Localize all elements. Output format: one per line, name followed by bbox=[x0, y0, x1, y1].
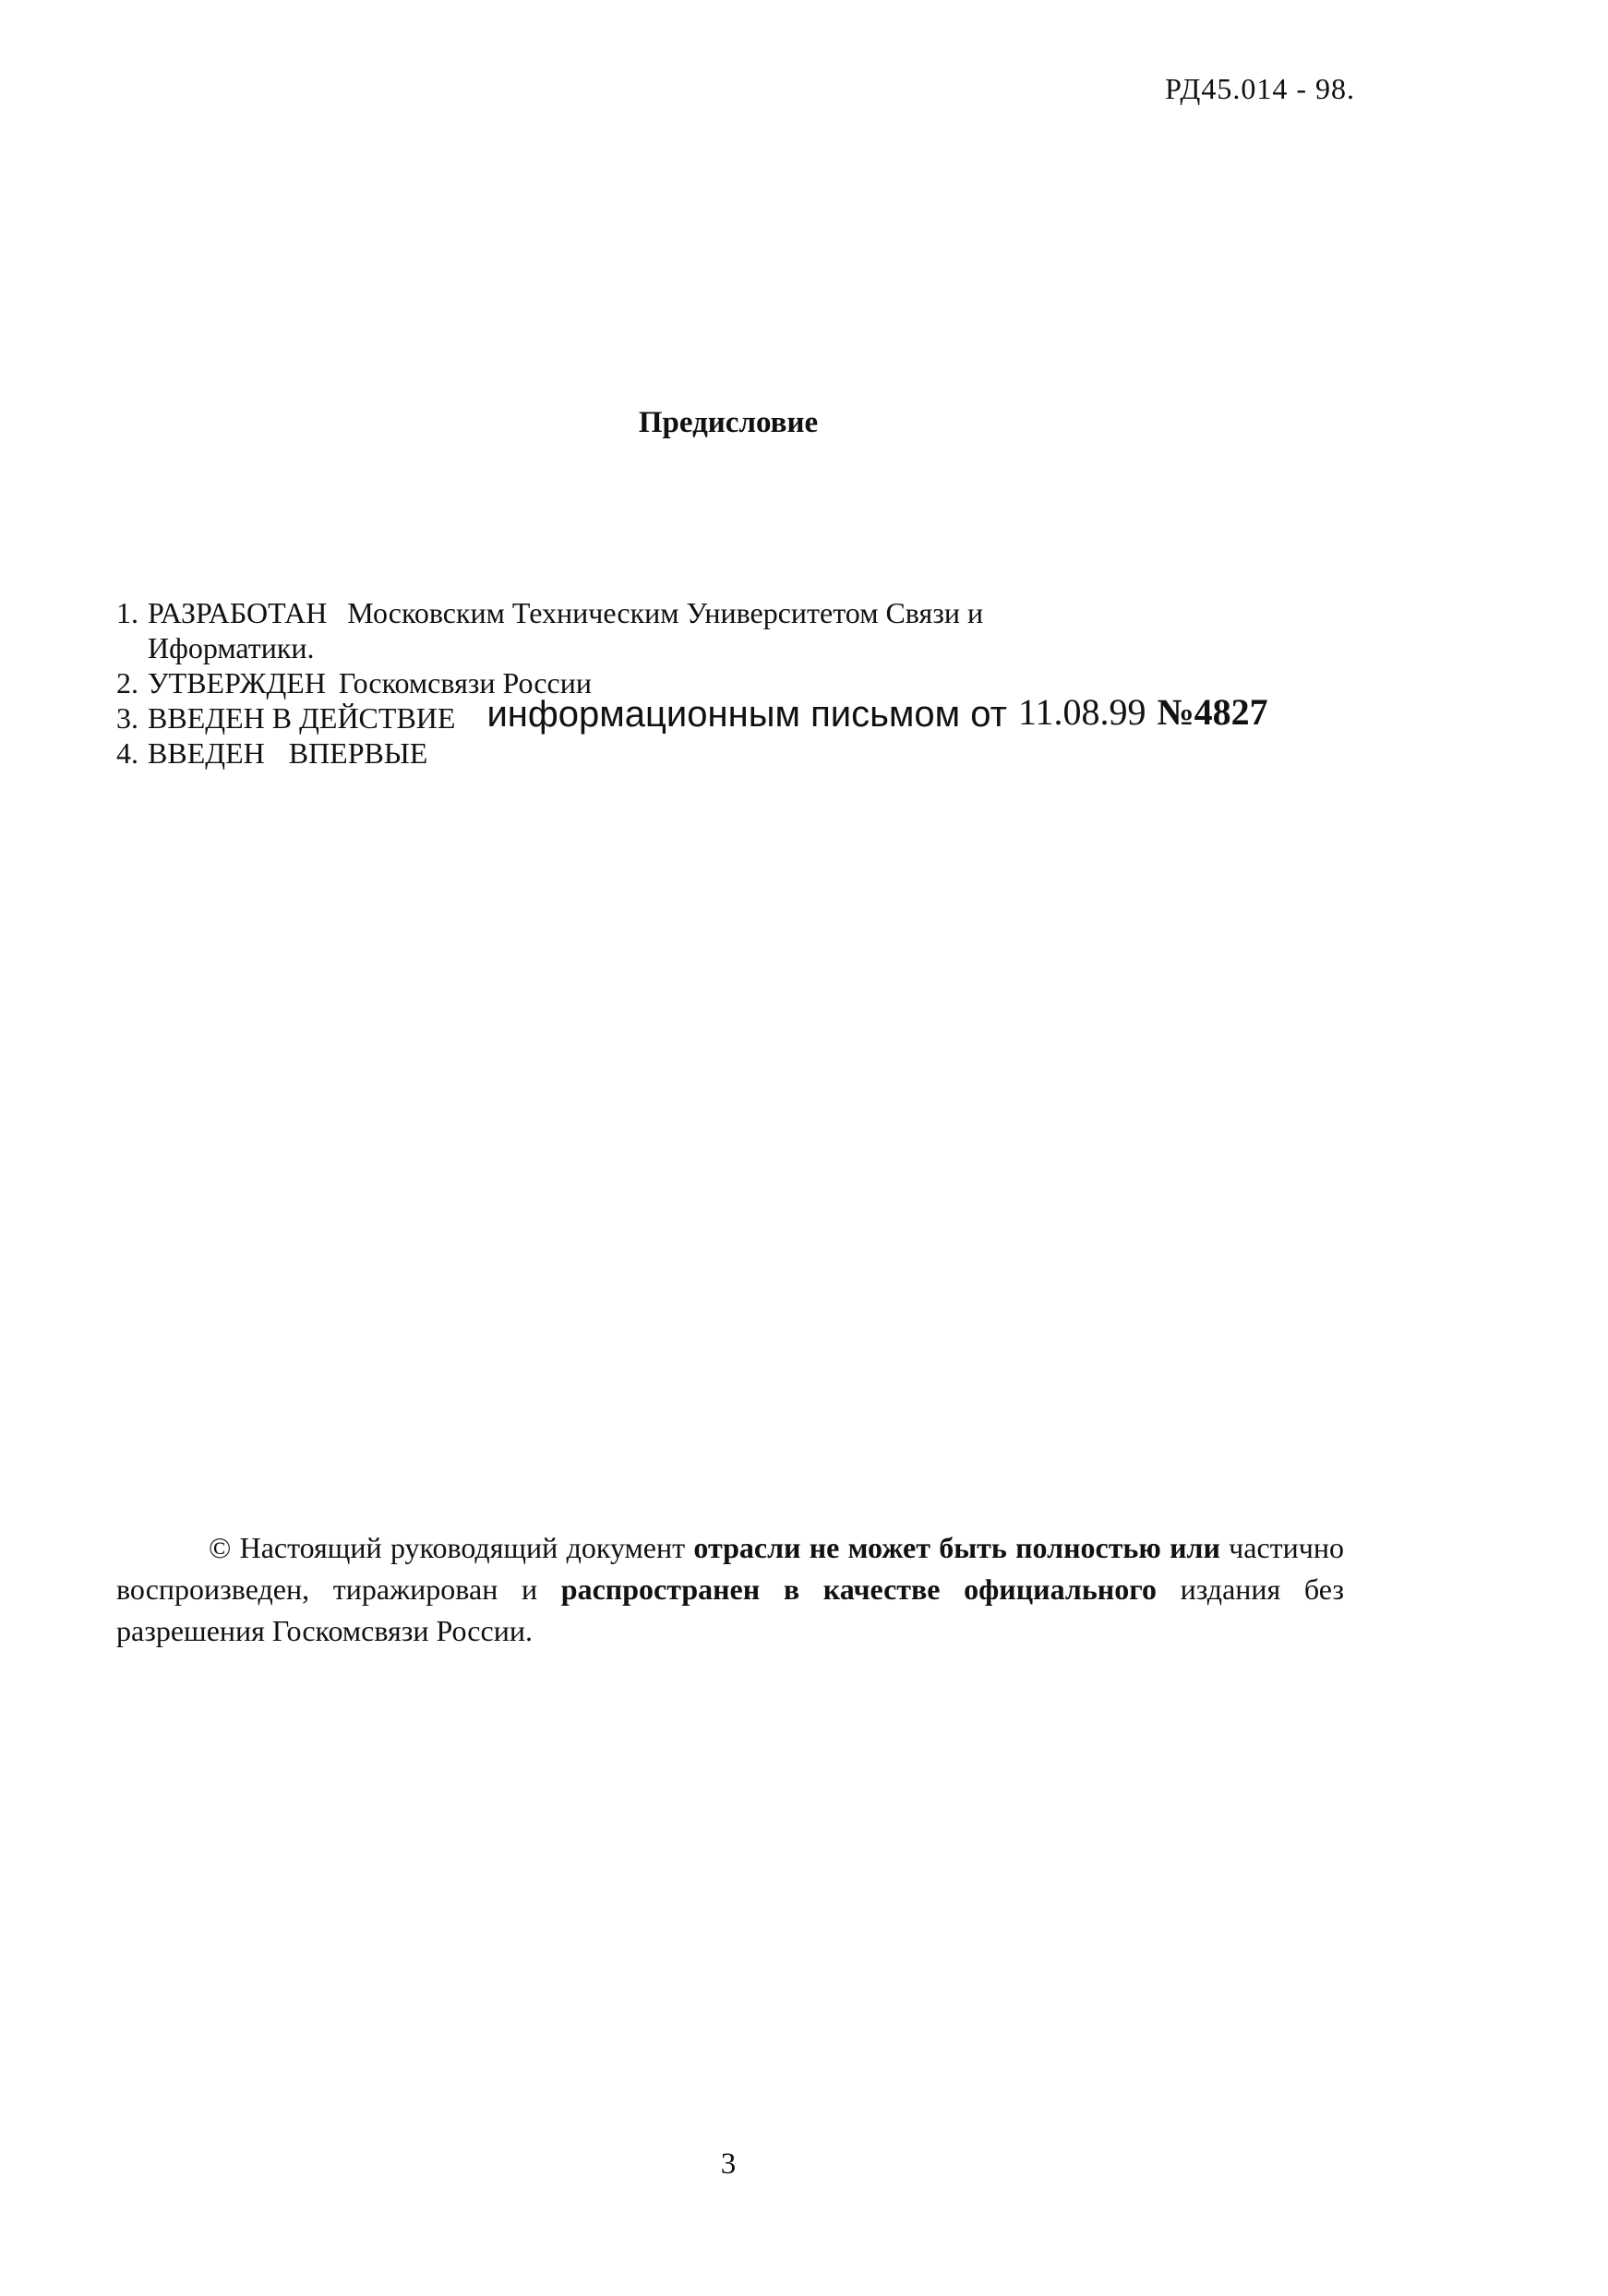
notice-text-1: © Настоящий руководящий документ bbox=[209, 1531, 694, 1564]
item-label: ВВЕДЕН В ДЕЙСТВИЕ bbox=[148, 701, 456, 735]
list-item-1-continuation bbox=[116, 630, 1316, 665]
item-label: ВВЕДЕН bbox=[148, 736, 265, 770]
item-text: информационным письмом от bbox=[486, 694, 1007, 735]
item-text: ВПЕРВЫЕ bbox=[288, 736, 428, 770]
list-item-4 bbox=[116, 735, 1316, 771]
item-text: Московским Техническим Университетом Связи и bbox=[347, 596, 984, 629]
list-item-1 bbox=[116, 595, 1316, 630]
document-code: РД45.014 - 98. bbox=[1165, 72, 1355, 105]
item-number: 4. bbox=[116, 736, 138, 770]
item-label: УТВЕРЖДЕН bbox=[148, 666, 326, 700]
notice-text-2: частично воспроизведен, тиражирован и bbox=[116, 1531, 1345, 1606]
copyright-notice bbox=[116, 1527, 1344, 1652]
item-label: РАЗРАБОТАН bbox=[148, 596, 328, 629]
item-text-continuation: Иформатики. bbox=[148, 631, 315, 664]
item-number: 1. bbox=[116, 596, 138, 629]
preface-list bbox=[116, 595, 1316, 771]
list-item-3 bbox=[116, 691, 1316, 735]
page-number: 3 bbox=[720, 2147, 737, 2181]
letter-date: 11.08.99 bbox=[1017, 691, 1146, 733]
notice-bold-1: отрасли не может быть полностью или bbox=[693, 1531, 1220, 1564]
notice-text-3: издания без разрешения Госкомсвязи России. bbox=[116, 1573, 1345, 1647]
item-number: 3. bbox=[116, 701, 138, 735]
page-title: Предисловие bbox=[638, 406, 819, 439]
notice-bold-2: распространен в качестве официального bbox=[560, 1573, 1157, 1606]
item-text: Госкомсвязи России bbox=[338, 666, 592, 700]
letter-number: №4827 bbox=[1157, 691, 1268, 733]
item-number: 2. bbox=[116, 666, 138, 700]
